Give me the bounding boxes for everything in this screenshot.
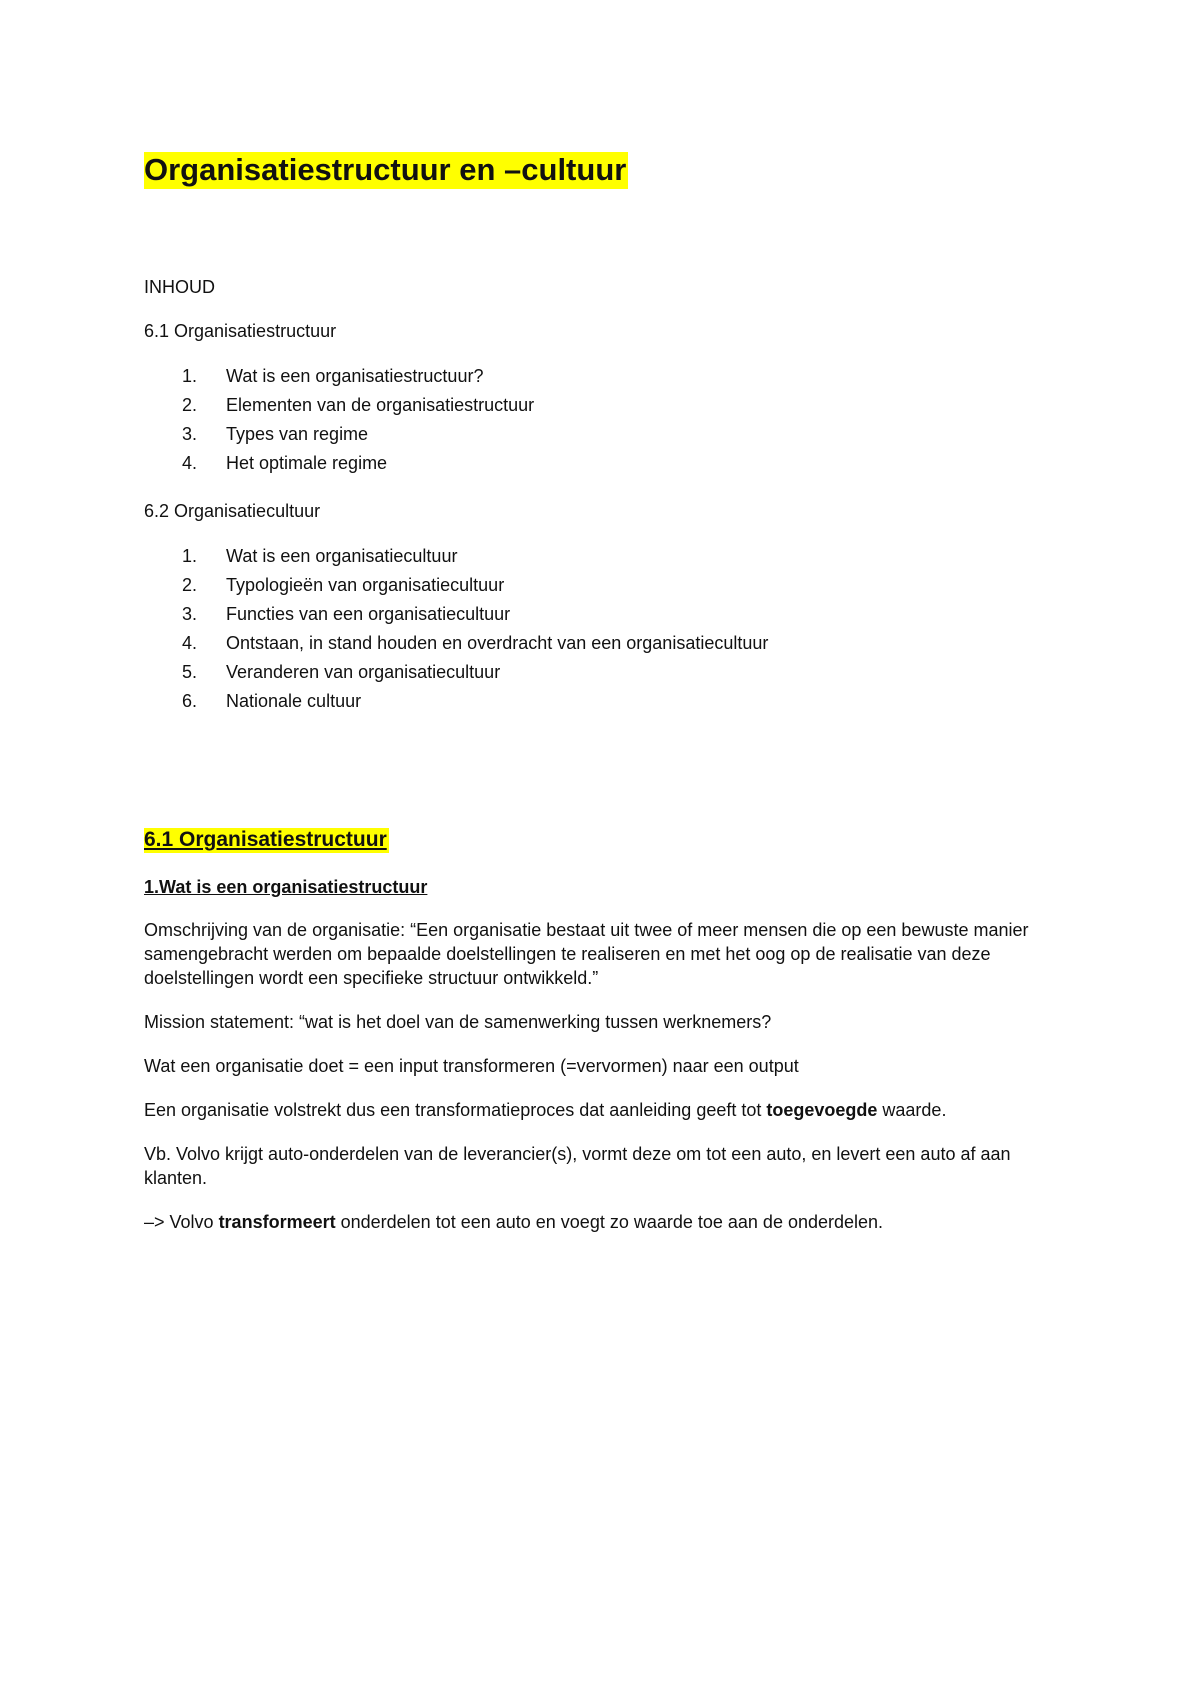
paragraph-example: Vb. Volvo krijgt auto-onderdelen van de leverancier(s), vormt deze om tot een auto, en levert een auto af aan klanten. <box>144 1144 1011 1188</box>
section-heading <box>144 826 1064 854</box>
document-title-text: Organisatiestructuur en –cultuur <box>144 152 627 187</box>
list-item: 6. Nationale cultuur <box>182 691 362 711</box>
list-item: 3. Functies van een organisatiecultuur <box>182 604 511 624</box>
paragraph-conclusion: –> Volvo transformeert onderdelen tot een auto en voegt zo waarde toe aan de onderdelen. <box>144 1212 884 1232</box>
section-6-1 <box>144 826 1064 1234</box>
table-of-contents <box>144 276 768 716</box>
toc-list-6-1 <box>144 362 768 478</box>
paragraph-mission-statement: Mission statement: “wat is het doel van de samenwerking tussen werknemers? <box>144 1012 772 1032</box>
list-item: 5. Veranderen van organisatiecultuur <box>182 662 501 682</box>
subsection-heading: 1.Wat is een organisatiestructuur <box>144 877 428 897</box>
list-item: 1. Wat is een organisatiecultuur <box>182 546 458 566</box>
list-item: 3. Types van regime <box>182 424 369 444</box>
document-title <box>144 150 628 190</box>
toc-heading: INHOUD <box>144 277 215 297</box>
paragraph-transformation: Een organisatie volstrekt dus een transformatieproces dat aanleiding geeft tot toegevoegde waarde. <box>144 1100 947 1120</box>
toc-section-6-2: 6.2 Organisatiecultuur <box>144 501 321 521</box>
paragraph-input-output: Wat een organisatie doet = een input transformeren (=vervormen) naar een output <box>144 1056 799 1076</box>
toc-section-6-1: 6.1 Organisatiestructuur <box>144 321 337 341</box>
paragraph-definition: Omschrijving van de organisatie: “Een organisatie bestaat uit twee of meer mensen die op een bewuste manier samengebracht werden om bepaalde doelstellingen te realiseren en met het oog op de realisatie van deze doelstellingen wordt een specifieke structuur ontwikkeld.” <box>144 920 1029 988</box>
list-item: 2. Typologieën van organisatiecultuur <box>182 575 505 595</box>
list-item: 2. Elementen van de organisatiestructuur <box>182 395 535 415</box>
list-item: 4. Het optimale regime <box>182 453 388 473</box>
list-item: 4. Ontstaan, in stand houden en overdracht van een organisatiecultuur <box>182 633 769 653</box>
section-heading-text: 6.1 Organisatiestructuur <box>144 828 387 851</box>
list-item: 1. Wat is een organisatiestructuur? <box>182 366 484 386</box>
toc-list-6-2 <box>144 542 768 716</box>
